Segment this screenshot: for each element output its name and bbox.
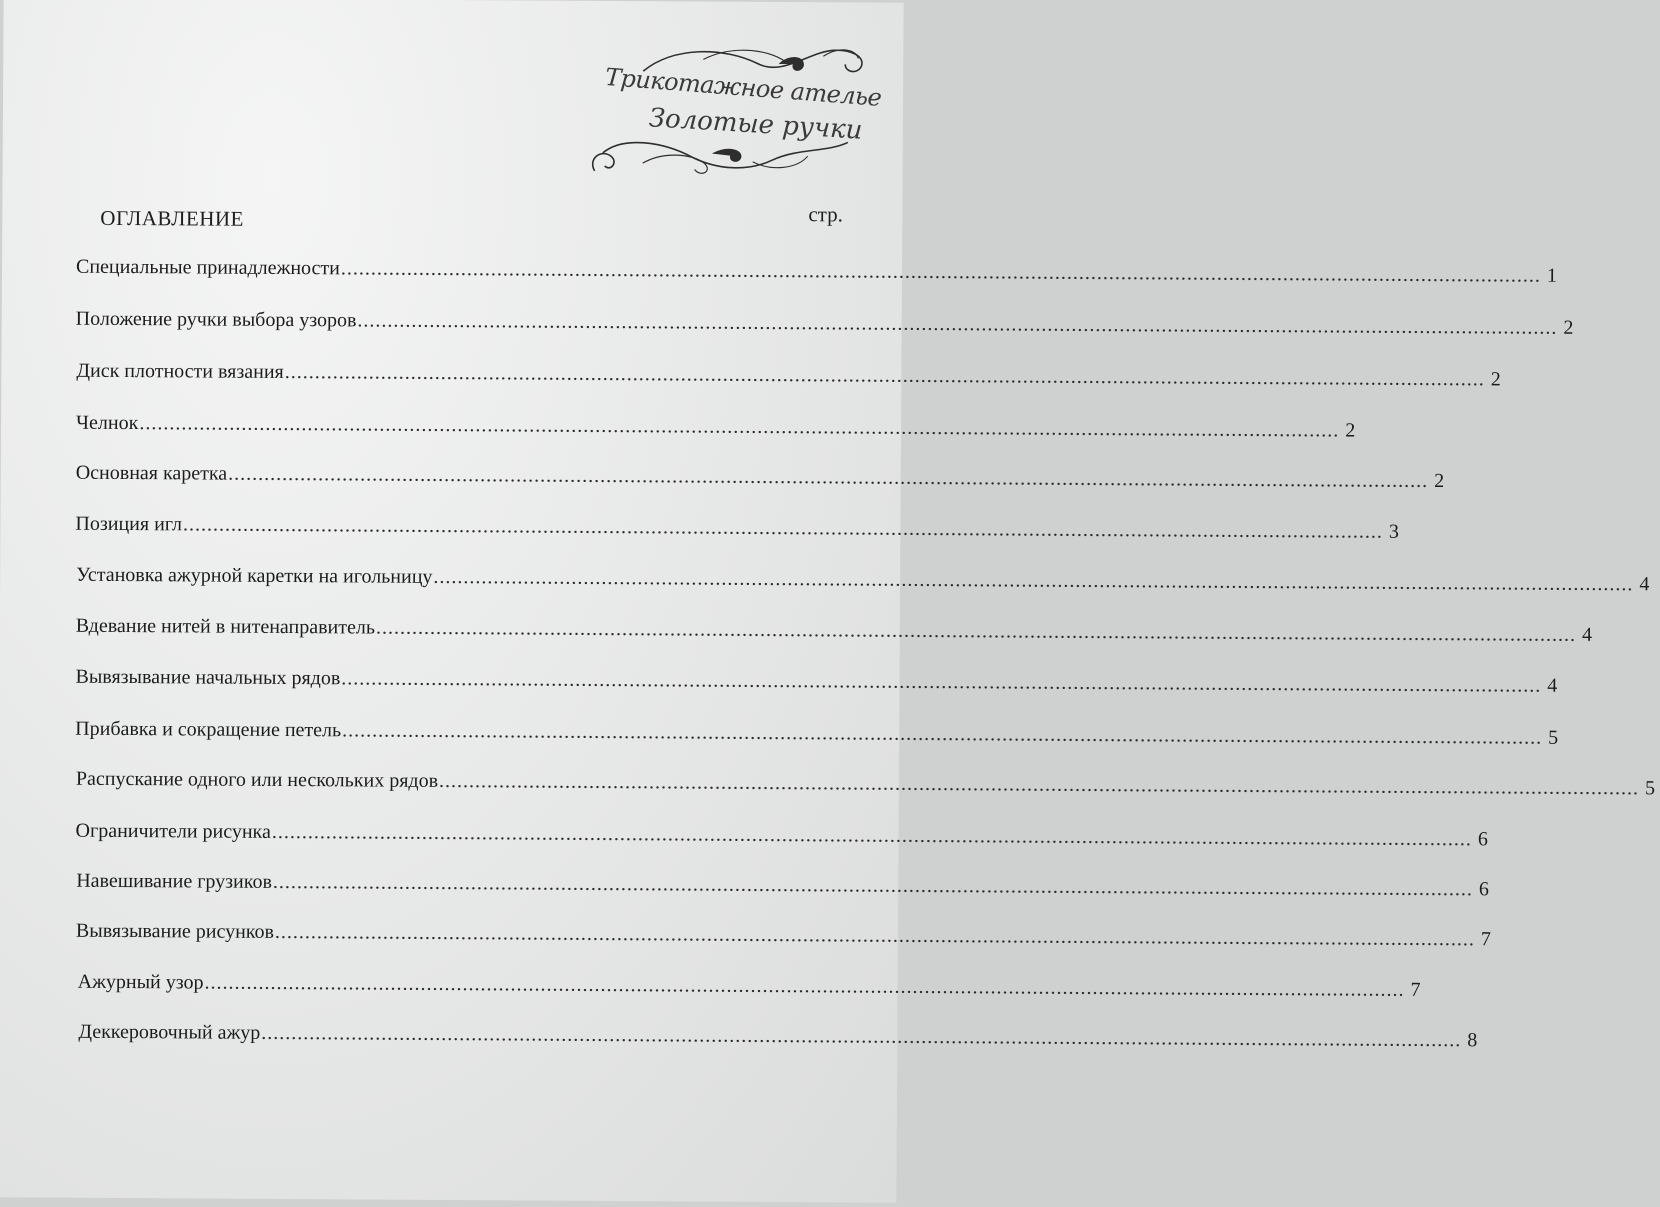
dot-leader: ........................................................................................................................................................................................................	[375, 616, 1577, 646]
toc-entry-label: Навешивание грузиков	[76, 869, 272, 893]
toc-entry-page: 2	[1345, 419, 1356, 442]
toc-entry-label: Основная каретка	[75, 461, 228, 485]
dot-leader: ........................................................................................................................................................................................................	[228, 462, 1429, 492]
toc-entry	[75, 461, 1445, 493]
dot-leader: ........................................................................................................................................................................................................	[342, 719, 1543, 749]
dot-leader: ........................................................................................................................................................................................................	[271, 820, 1472, 851]
toc-entry-page: 3	[1388, 520, 1400, 543]
toc-entry-page: 5	[1548, 726, 1559, 749]
toc-entry-label: Вывязывание начальных рядов	[75, 665, 341, 690]
toc-entry-label: Вывязывание рисунков	[75, 919, 275, 943]
toc-entry	[76, 359, 1501, 391]
dot-leader: ........................................................................................................................................................................................................	[274, 920, 1476, 951]
toc-entry-label: Диск плотности вязания	[76, 359, 284, 383]
dot-leader: ........................................................................................................................................................................................................	[341, 667, 1542, 697]
toc-entry-page: 7	[1410, 978, 1421, 1001]
toc-entry	[76, 869, 1489, 901]
toc-entry-label: Позиция игл	[75, 512, 183, 536]
toc-entry-page: 4	[1639, 573, 1650, 596]
toc-entry	[75, 767, 1656, 800]
logo-line-2: Золотые ручки	[648, 103, 864, 146]
toc-entry-page: 2	[1490, 368, 1501, 391]
toc-entry-label: Ограничители рисунка	[75, 819, 271, 843]
toc-entry	[78, 1020, 1478, 1052]
toc-entry	[75, 819, 1488, 851]
toc-entry-label: Вдевание нитей в нитенаправитель	[75, 614, 376, 639]
toc-entry	[75, 255, 1557, 287]
toc-entry	[77, 970, 1421, 1001]
page-column-label: стр.	[808, 202, 843, 227]
toc-entry-page: 2	[1434, 470, 1445, 493]
toc-entry-label: Положение ручки выбора узоров	[75, 307, 357, 332]
toc-entry	[76, 563, 1650, 596]
logo-line-1: Трикотажное ателье	[604, 62, 883, 112]
dot-leader: ........................................................................................................................................................................................................	[272, 870, 1473, 901]
dot-leader: ........................................................................................................................................................................................................	[204, 971, 1405, 1001]
dot-leader: ........................................................................................................................................................................................................	[261, 1021, 1462, 1052]
toc-entry-page: 5	[1644, 777, 1656, 800]
toc-entry-page: 7	[1480, 928, 1492, 951]
toc-entry	[75, 307, 1574, 339]
toc-entry-page: 4	[1547, 674, 1558, 697]
dot-leader: ........................................................................................................................................................................................................	[438, 769, 1640, 800]
toc-entry-page: 1	[1546, 264, 1557, 287]
dot-leader: ........................................................................................................................................................................................................	[433, 565, 1634, 596]
toc-entry	[76, 411, 1356, 442]
dot-leader: ........................................................................................................................................................................................................	[182, 513, 1384, 543]
toc-entry-label: Распускание одного или нескольких рядов	[75, 767, 439, 792]
toc-entry-page: 6	[1477, 828, 1488, 851]
toc-entry	[75, 717, 1559, 749]
toc-entry-page: 8	[1467, 1029, 1478, 1052]
dot-leader: ........................................................................................................................................................................................................	[340, 257, 1541, 287]
toc-entry-page: 6	[1478, 878, 1489, 901]
dot-leader: ........................................................................................................................................................................................................	[284, 360, 1485, 391]
toc-entry	[75, 614, 1593, 646]
toc-entry-label: Деккеровочный ажур	[78, 1020, 261, 1044]
toc-entry-label: Специальные принадлежности	[75, 255, 340, 280]
toc-entry-label: Прибавка и сокращение петель	[75, 717, 342, 742]
toc-entry	[75, 665, 1558, 697]
toc-entry-label: Челнок	[76, 411, 139, 435]
toc-entry-label: Установка ажурной каретки на игольницу	[76, 563, 433, 588]
toc-entry-page: 4	[1581, 623, 1593, 646]
toc-title: ОГЛАВЛЕНИЕ	[100, 205, 244, 231]
dot-leader: ........................................................................................................................................................................................................	[357, 309, 1558, 339]
dot-leader: ........................................................................................................................................................................................................	[139, 412, 1340, 442]
toc-entry	[75, 919, 1492, 951]
toc-entry	[75, 512, 1400, 543]
toc-entry-label: Ажурный узор	[77, 970, 204, 994]
toc-entry-page: 2	[1563, 316, 1574, 339]
